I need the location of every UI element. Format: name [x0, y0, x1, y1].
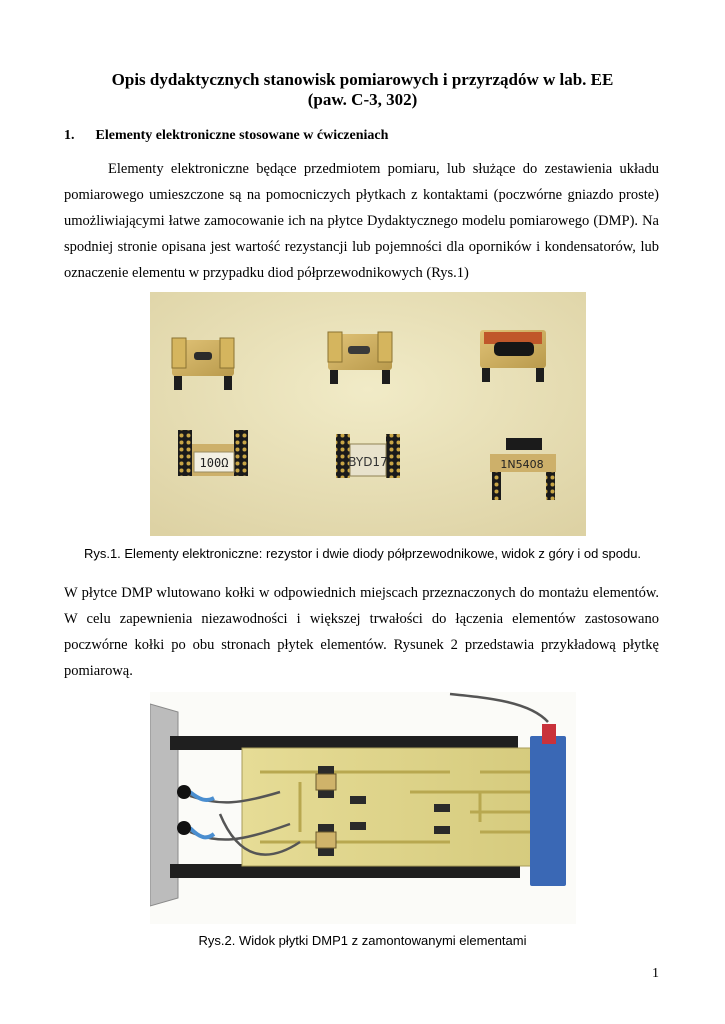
edge-connector: [530, 736, 566, 886]
figure-1-photo: [150, 292, 586, 536]
diode1-label: BYD17: [348, 455, 388, 469]
title-line-2: (paw. C-3, 302): [307, 90, 418, 109]
figure-2-photo: [150, 692, 576, 924]
page-number: 1: [652, 966, 659, 981]
section-heading: [64, 128, 388, 144]
section-number: 1.: [64, 128, 75, 143]
figure-2-caption: Rys.2. Widok płytki DMP1 z zamontowanymi elementami: [198, 933, 527, 948]
section-title: Elementy elektroniczne stosowane w ćwiczeniach: [95, 128, 389, 143]
figure-1-caption: Rys.1. Elementy elektroniczne: rezystor i dwie diody półprzewodnikowe, widok z góry i od spodu.: [83, 546, 642, 561]
resistor-label: 100Ω: [199, 456, 229, 470]
paragraph-2: W płytce DMP wlutowano kołki w odpowiednich miejscach przeznaczonych do montażu elementów. W celu zapewnienia niezawodności i większej trwałości do łączenia elementów zastosowano poczwórne kołki po obu stronach płytek elementów. Rysunek 2 przedstawia przykładową płytkę pomiarową.: [64, 585, 659, 679]
dmp-pcb-board: [242, 748, 534, 866]
paragraph-1: Elementy elektroniczne będące przedmiotem pomiaru, lub służące do zestawienia układu pomiarowego umieszczone są na pomocniczych płytkach z kontaktami (poczwórne gniazdo proste) umożliwiającymi łatwe zamocowanie ich na płytce Dydaktycznego modelu pomiarowego (DMP). Na spodniej stronie opisana jest wartość rezystancji lub pojemności dla oporników i kondensatorów, lub oznaczenie elementu w przypadku diod półprzewodnikowych (Rys.1): [64, 161, 659, 281]
diode2-label: 1N5408: [500, 458, 544, 471]
title-line-1: Opis dydaktycznych stanowisk pomiarowych i przyrządów w lab. EE: [111, 70, 614, 89]
page-title: [60, 70, 665, 110]
